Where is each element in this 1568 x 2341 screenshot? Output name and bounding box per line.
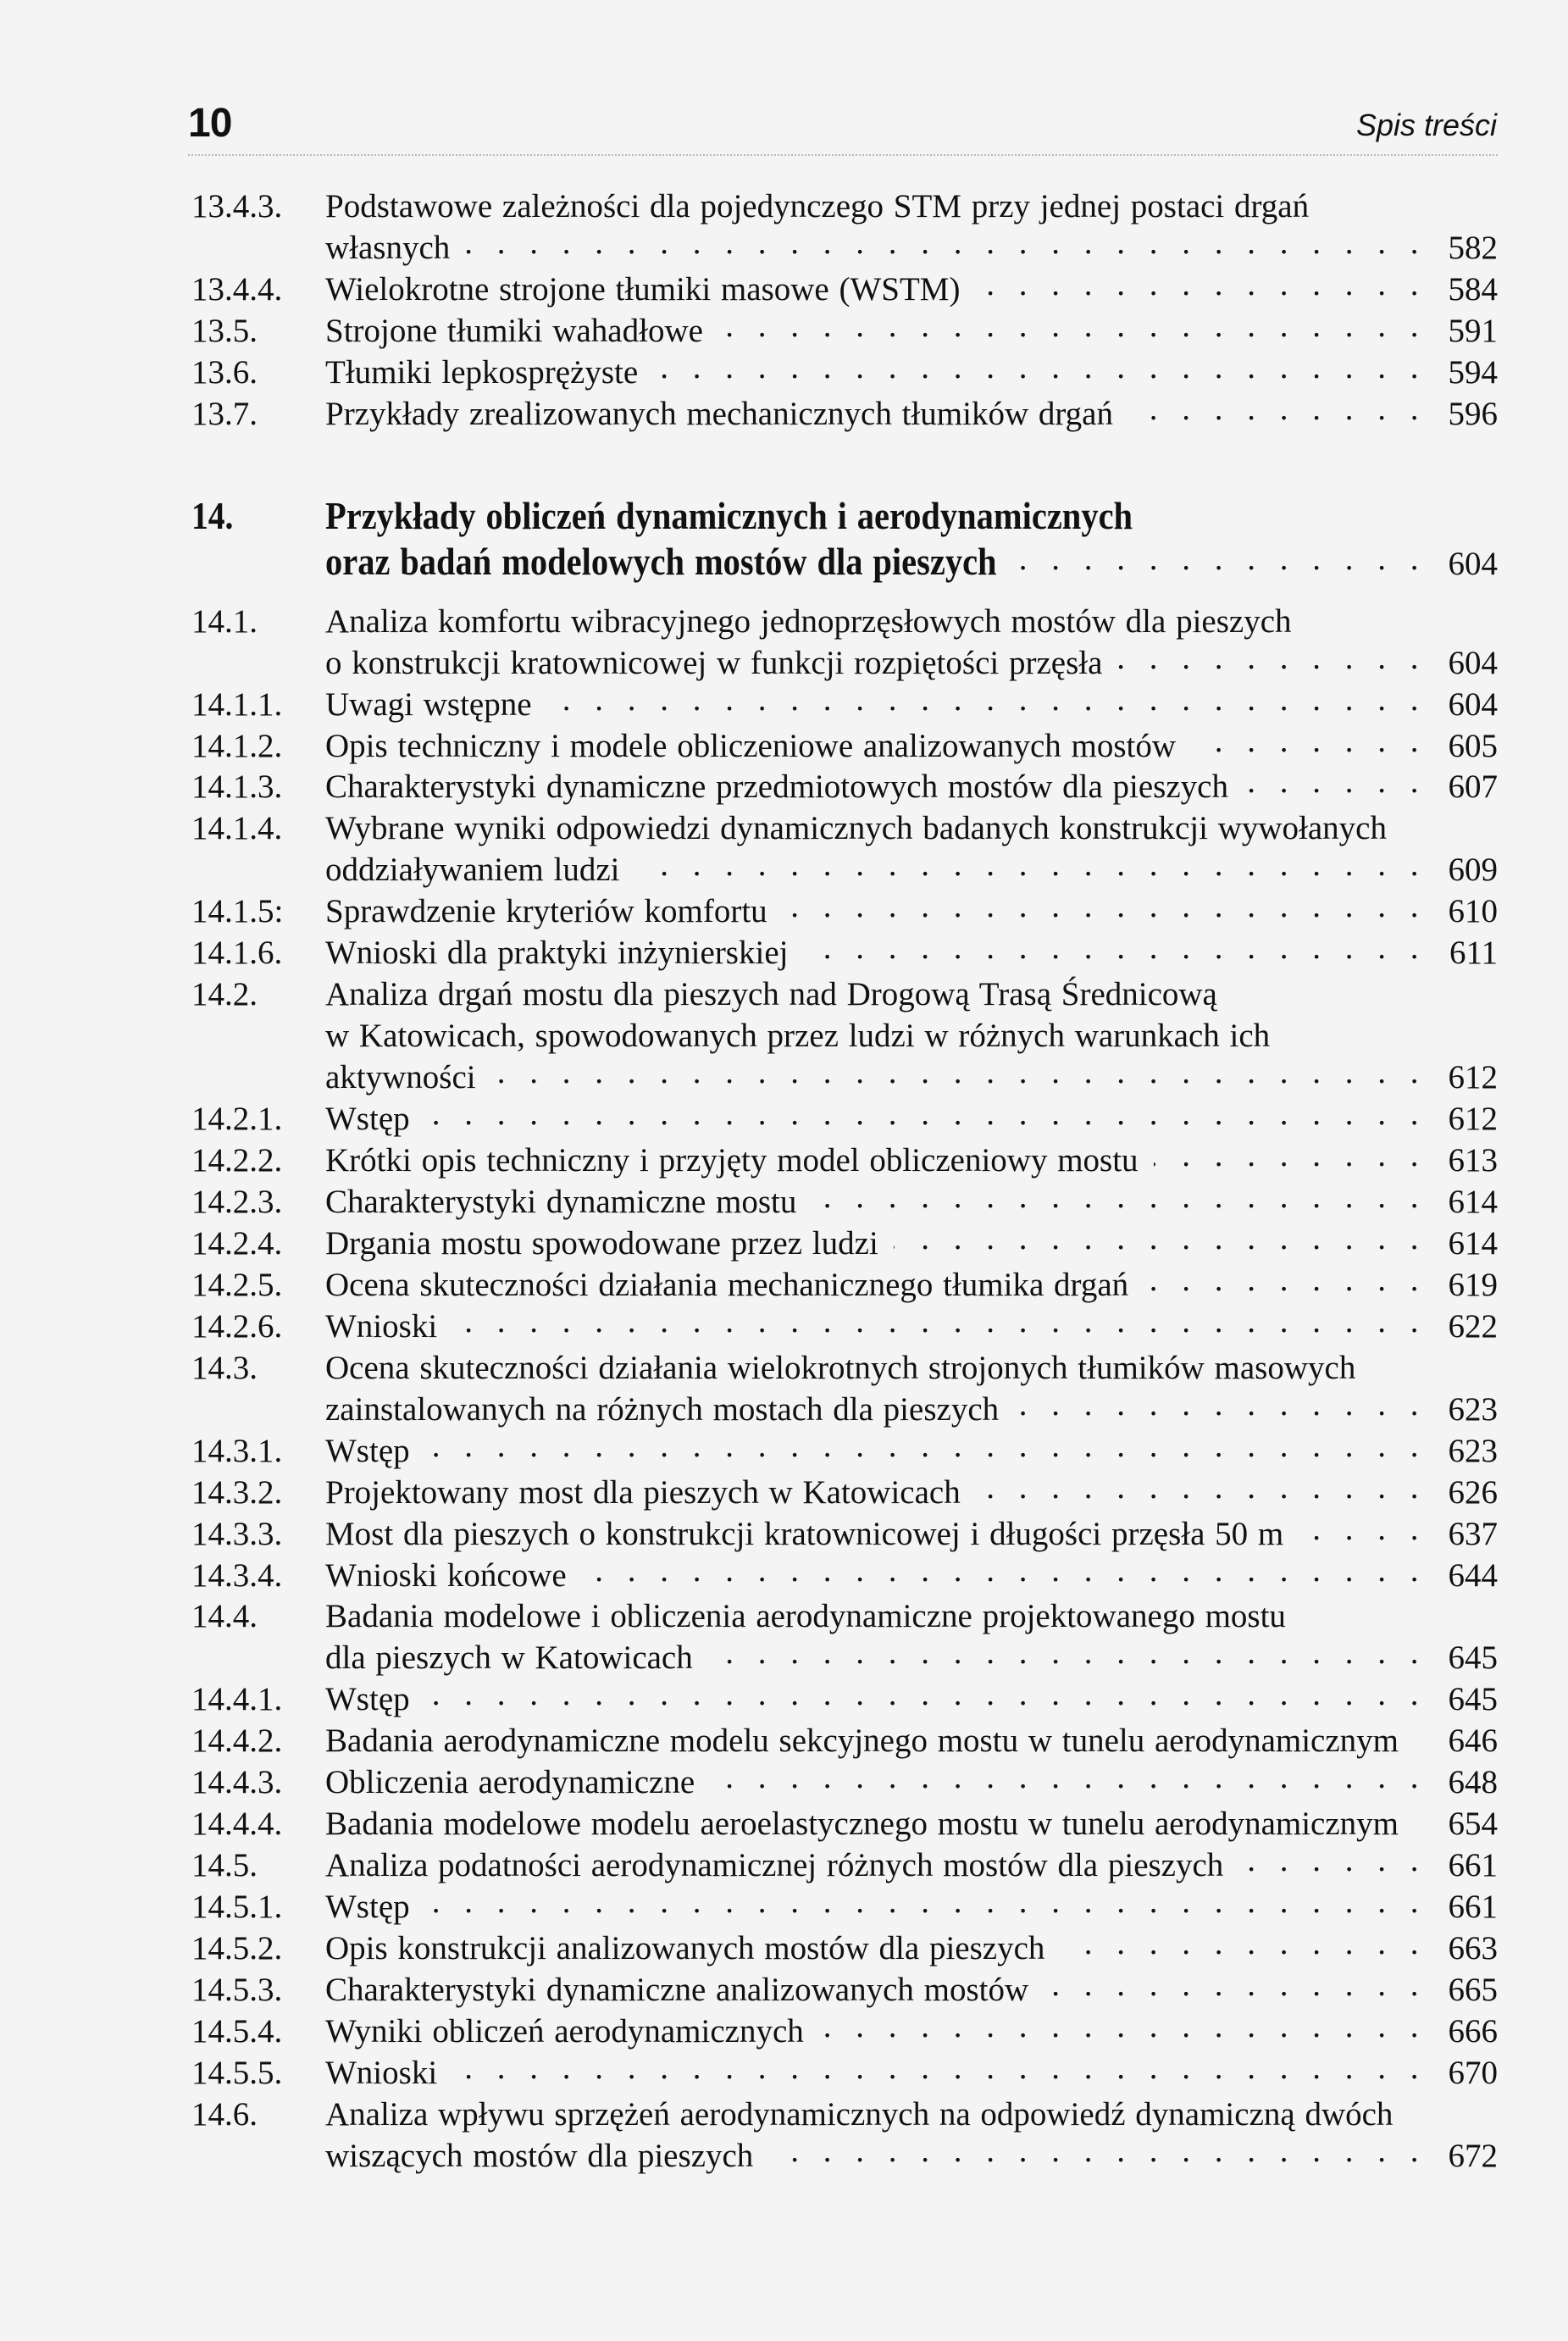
toc-page-number: 612: [1448, 1101, 1498, 1138]
toc-section-number: 14.3.4.: [191, 1556, 283, 1594]
dot-leader: [425, 1103, 1427, 1129]
toc-section-title: Most dla pieszych o konstrukcji kratownicowej i długości przęsła 50 m: [325, 1515, 1284, 1552]
dot-leader: [1191, 729, 1427, 756]
dot-leader: [708, 1642, 1427, 1668]
toc-section-number: 13.7.: [191, 395, 258, 432]
toc-section-number: 14.1.3.: [191, 768, 283, 806]
dot-leader: [1144, 1269, 1427, 1295]
toc-section-number: 14.2.6.: [191, 1307, 283, 1345]
toc-section-title: Wstęp: [325, 1681, 410, 1718]
toc-section-number: 14.5.3.: [191, 1972, 283, 2008]
dot-leader: [975, 274, 1427, 300]
dot-leader: [465, 232, 1427, 258]
toc-section-number: 14.1.1.: [191, 685, 283, 723]
header-divider: [188, 154, 1498, 156]
toc-section-title: Opis techniczny i modele obliczeniowe analizowanych mostów: [325, 727, 1177, 764]
toc-page-number: 645: [1448, 1681, 1498, 1718]
toc-section-number: 14.1.: [191, 602, 258, 640]
toc-section-number: 14.5.5.: [191, 2054, 283, 2091]
dot-leader: [1128, 398, 1427, 424]
toc-section-title: dla pieszych w Katowicach: [325, 1639, 693, 1677]
toc-section-number: 13.4.3.: [191, 188, 283, 225]
dot-leader: [783, 896, 1427, 922]
toc-section-number: 14.1.4.: [191, 810, 283, 847]
toc-page-number: 611: [1449, 935, 1498, 972]
toc-section-title: aktywności: [325, 1059, 476, 1096]
toc-page-number: 663: [1448, 1930, 1498, 1967]
toc-page-number: 607: [1448, 768, 1498, 806]
toc-page-number: 623: [1448, 1432, 1498, 1469]
toc-section-title: Charakterystyki dynamiczne mostu: [325, 1183, 797, 1220]
toc-section-title: Wnioski: [325, 2054, 438, 2091]
dot-leader: [1044, 1974, 1427, 2000]
dot-leader: [653, 357, 1427, 383]
dot-leader: [710, 1767, 1427, 1793]
toc-page-number: 665: [1448, 1972, 1498, 2008]
toc-section-number: 14.5.4.: [191, 2012, 283, 2050]
toc-section-number: 14.2.3.: [191, 1183, 283, 1220]
toc-page-number: 605: [1448, 727, 1498, 764]
toc-page-number: 582: [1448, 229, 1498, 266]
dot-leader: [425, 1684, 1427, 1710]
toc-page-number: 614: [1448, 1183, 1498, 1220]
toc-page-number: 619: [1448, 1266, 1498, 1303]
toc-section-title: Ocena skuteczności działania mechanicznego tłumika drgań: [325, 1266, 1129, 1303]
toc-page-number: 613: [1448, 1142, 1498, 1179]
dot-leader: [1244, 771, 1427, 797]
toc-section-number: 14.5.1.: [191, 1889, 283, 1926]
toc-page-number: 614: [1448, 1224, 1498, 1262]
toc-section-title: Uwagi wstępne: [325, 685, 532, 723]
toc-section-number: 14.3.1.: [191, 1432, 283, 1469]
toc-section-title: Analiza wpływu sprzężeń aerodynamicznych na odpowiedź dynamiczną dwóch: [325, 2095, 1393, 2133]
toc-page-number: 594: [1448, 353, 1498, 391]
toc-section-number: 14.4.1.: [191, 1681, 283, 1718]
toc-section-title: Przykłady obliczeń dynamicznych i aerodynamicznych: [325, 493, 1133, 537]
toc-section-title: Drgania mostu spowodowane przez ludzi: [325, 1224, 878, 1262]
toc-page-number: 672: [1448, 2137, 1498, 2174]
toc-section-title: Wybrane wyniki odpowiedzi dynamicznych badanych konstrukcji wywołanych: [325, 810, 1387, 847]
toc-section-number: 14.4.3.: [191, 1764, 283, 1801]
running-head-title: Spis treści: [1355, 108, 1497, 142]
toc-chapter-line: [0, 493, 1568, 543]
toc-section-title: o konstrukcji kratownicowej w funkcji rozpiętości przęsła: [325, 644, 1103, 681]
toc-section-title: wiszących mostów dla pieszych: [325, 2137, 754, 2174]
toc-section-number: 14.2.4.: [191, 1224, 283, 1262]
dot-leader: [425, 1891, 1427, 1917]
toc-section-title: Ocena skuteczności działania wielokrotnych strojonych tłumików masowych: [325, 1349, 1356, 1386]
toc-section-title: w Katowicach, spowodowanych przez ludzi w różnych warunkach ich: [325, 1018, 1271, 1055]
toc-section-number: 14.2.1.: [191, 1101, 283, 1138]
toc-section-title: Analiza podatności aerodynamicznej różnych mostów dla pieszych: [325, 1847, 1224, 1884]
toc-section-title: Obliczenia aerodynamiczne: [325, 1764, 695, 1801]
toc-section-title: Badania aerodynamiczne modelu sekcyjnego mostu w tunelu aerodynamicznym: [325, 1722, 1399, 1760]
toc-section-number: 14.: [191, 493, 234, 537]
toc-section-title: Charakterystyki dynamiczne przedmiotowych mostów dla pieszych: [325, 768, 1228, 806]
toc-section-number: 14.2.5.: [191, 1266, 283, 1303]
toc-section-title: Wielokrotne strojone tłumiki masowe (WSTM): [325, 270, 961, 308]
toc-page-number: 612: [1448, 1059, 1498, 1096]
toc-section-title: Wnioski końcowe: [325, 1556, 567, 1594]
toc-section-number: 14.6.: [191, 2095, 258, 2133]
toc-section-title: Wnioski: [325, 1307, 438, 1345]
toc-page-number: 626: [1448, 1473, 1498, 1511]
toc-section-title: Wstęp: [325, 1432, 410, 1469]
dot-leader: [1002, 548, 1427, 574]
toc-section-number: 13.6.: [191, 353, 258, 391]
toc-section-title: Wstęp: [325, 1101, 410, 1138]
dot-leader: [976, 1476, 1427, 1502]
dot-leader: [634, 854, 1427, 880]
dot-leader: [452, 2057, 1427, 2083]
toc-section-number: 14.5.2.: [191, 1930, 283, 1967]
toc-section-title: Strojone tłumiki wahadłowe: [325, 312, 703, 349]
toc-page-number: 646: [1448, 1722, 1498, 1760]
dot-leader: [803, 937, 1427, 963]
toc-page-number: 596: [1448, 395, 1498, 432]
toc-section-number: 14.4.: [191, 1598, 258, 1635]
toc-page-number: 645: [1448, 1639, 1498, 1677]
toc-section-number: 14.4.2.: [191, 1722, 283, 1760]
toc-section-title: własnych: [325, 229, 451, 266]
toc-page-number: 644: [1448, 1556, 1498, 1594]
toc-page-number: 623: [1448, 1390, 1498, 1428]
toc-page-number: 661: [1448, 1889, 1498, 1926]
toc-page-number: 648: [1448, 1764, 1498, 1801]
toc-section-number: 14.4.4.: [191, 1806, 283, 1843]
toc-section-number: 14.2.2.: [191, 1142, 283, 1179]
toc-page-number: 661: [1448, 1847, 1498, 1884]
toc-section-title: Analiza drgań mostu dla pieszych nad Drogową Trasą Średnicową: [325, 976, 1217, 1013]
dot-leader: [425, 1434, 1427, 1461]
dot-leader: [819, 2016, 1427, 2042]
toc-chapter-line: [0, 539, 1568, 591]
dot-leader: [768, 2140, 1427, 2166]
toc-section-number: 14.1.6.: [191, 935, 283, 972]
dot-leader: [1117, 646, 1427, 673]
toc-section-number: 14.1.5:: [191, 893, 284, 930]
toc-section-title: Charakterystyki dynamiczne analizowanych mostów: [325, 1972, 1029, 2008]
toc-section-title: oddziaływaniem ludzi: [325, 852, 620, 889]
toc-page-number: 666: [1448, 2012, 1498, 2050]
toc-page-number: 622: [1448, 1307, 1498, 1345]
toc-section-title: Podstawowe zależności dla pojedynczego STM przy jednej postaci drgań: [325, 188, 1310, 225]
dot-leader: [491, 1062, 1427, 1088]
toc-page-number: 591: [1448, 312, 1498, 349]
toc-section-number: 14.3.2.: [191, 1473, 283, 1511]
dot-leader: [547, 688, 1427, 714]
toc-page-number: 609: [1448, 852, 1498, 889]
dot-leader: [452, 1311, 1427, 1337]
dot-leader: [1154, 1145, 1427, 1171]
toc-section-number: 14.5.: [191, 1847, 258, 1884]
toc-section-title: Projektowany most dla pieszych w Katowicach: [325, 1473, 961, 1511]
toc-section-title: Przykłady zrealizowanych mechanicznych tłumików drgań: [325, 395, 1113, 432]
page-number: 10: [188, 101, 232, 146]
toc-page-number: 604: [1448, 545, 1498, 582]
toc-section-title: Opis konstrukcji analizowanych mostów dla pieszych: [325, 1930, 1045, 1967]
toc-section-number: 14.2.: [191, 976, 258, 1013]
toc-page-number: 654: [1448, 1806, 1498, 1843]
toc-page-number: 610: [1448, 893, 1498, 930]
toc-section-title: Badania modelowe modelu aeroelastycznego mostu w tunelu aerodynamicznym: [325, 1806, 1399, 1843]
dot-leader: [1299, 1517, 1427, 1544]
toc-section-title: oraz badań modelowych mostów dla pieszych: [325, 539, 997, 583]
toc-section-number: 14.1.2.: [191, 727, 283, 764]
dot-leader: [1238, 1850, 1427, 1876]
toc-section-title: Tłumiki lepkosprężyste: [325, 353, 639, 391]
toc-section-title: zainstalowanych na różnych mostach dla pieszych: [325, 1390, 1000, 1428]
dot-leader: [812, 1186, 1427, 1212]
toc-section-number: 14.3.3.: [191, 1515, 283, 1552]
toc-section-title: Sprawdzenie kryteriów komfortu: [325, 893, 767, 930]
dot-leader: [582, 1559, 1427, 1585]
toc-entry-line: [0, 395, 1568, 441]
toc-entry-line: [0, 2137, 1568, 2183]
dot-leader: [894, 1228, 1427, 1254]
toc-section-title: Wstęp: [325, 1889, 410, 1926]
dot-leader: [1060, 1933, 1427, 1959]
toc-section-number: 13.5.: [191, 312, 258, 349]
dot-leader: [718, 315, 1427, 341]
toc-page-number: 604: [1448, 644, 1498, 681]
toc-section-number: 13.4.4.: [191, 270, 283, 308]
toc-section-title: Wyniki obliczeń aerodynamicznych: [325, 2012, 804, 2050]
toc-page-number: 604: [1448, 685, 1498, 723]
toc-section-title: Krótki opis techniczny i przyjęty model obliczeniowy mostu: [325, 1142, 1139, 1179]
toc-section-title: Analiza komfortu wibracyjnego jednoprzęsłowych mostów dla pieszych: [325, 602, 1292, 640]
toc-page-number: 584: [1448, 270, 1498, 308]
toc-page-number: 670: [1448, 2054, 1498, 2091]
toc-section-title: Wnioski dla praktyki inżynierskiej: [325, 935, 789, 972]
toc-page-number: 637: [1448, 1515, 1498, 1552]
toc-section-number: 14.3.: [191, 1349, 258, 1386]
toc-section-title: Badania modelowe i obliczenia aerodynamiczne projektowanego mostu: [325, 1598, 1286, 1635]
dot-leader: [1014, 1394, 1427, 1420]
